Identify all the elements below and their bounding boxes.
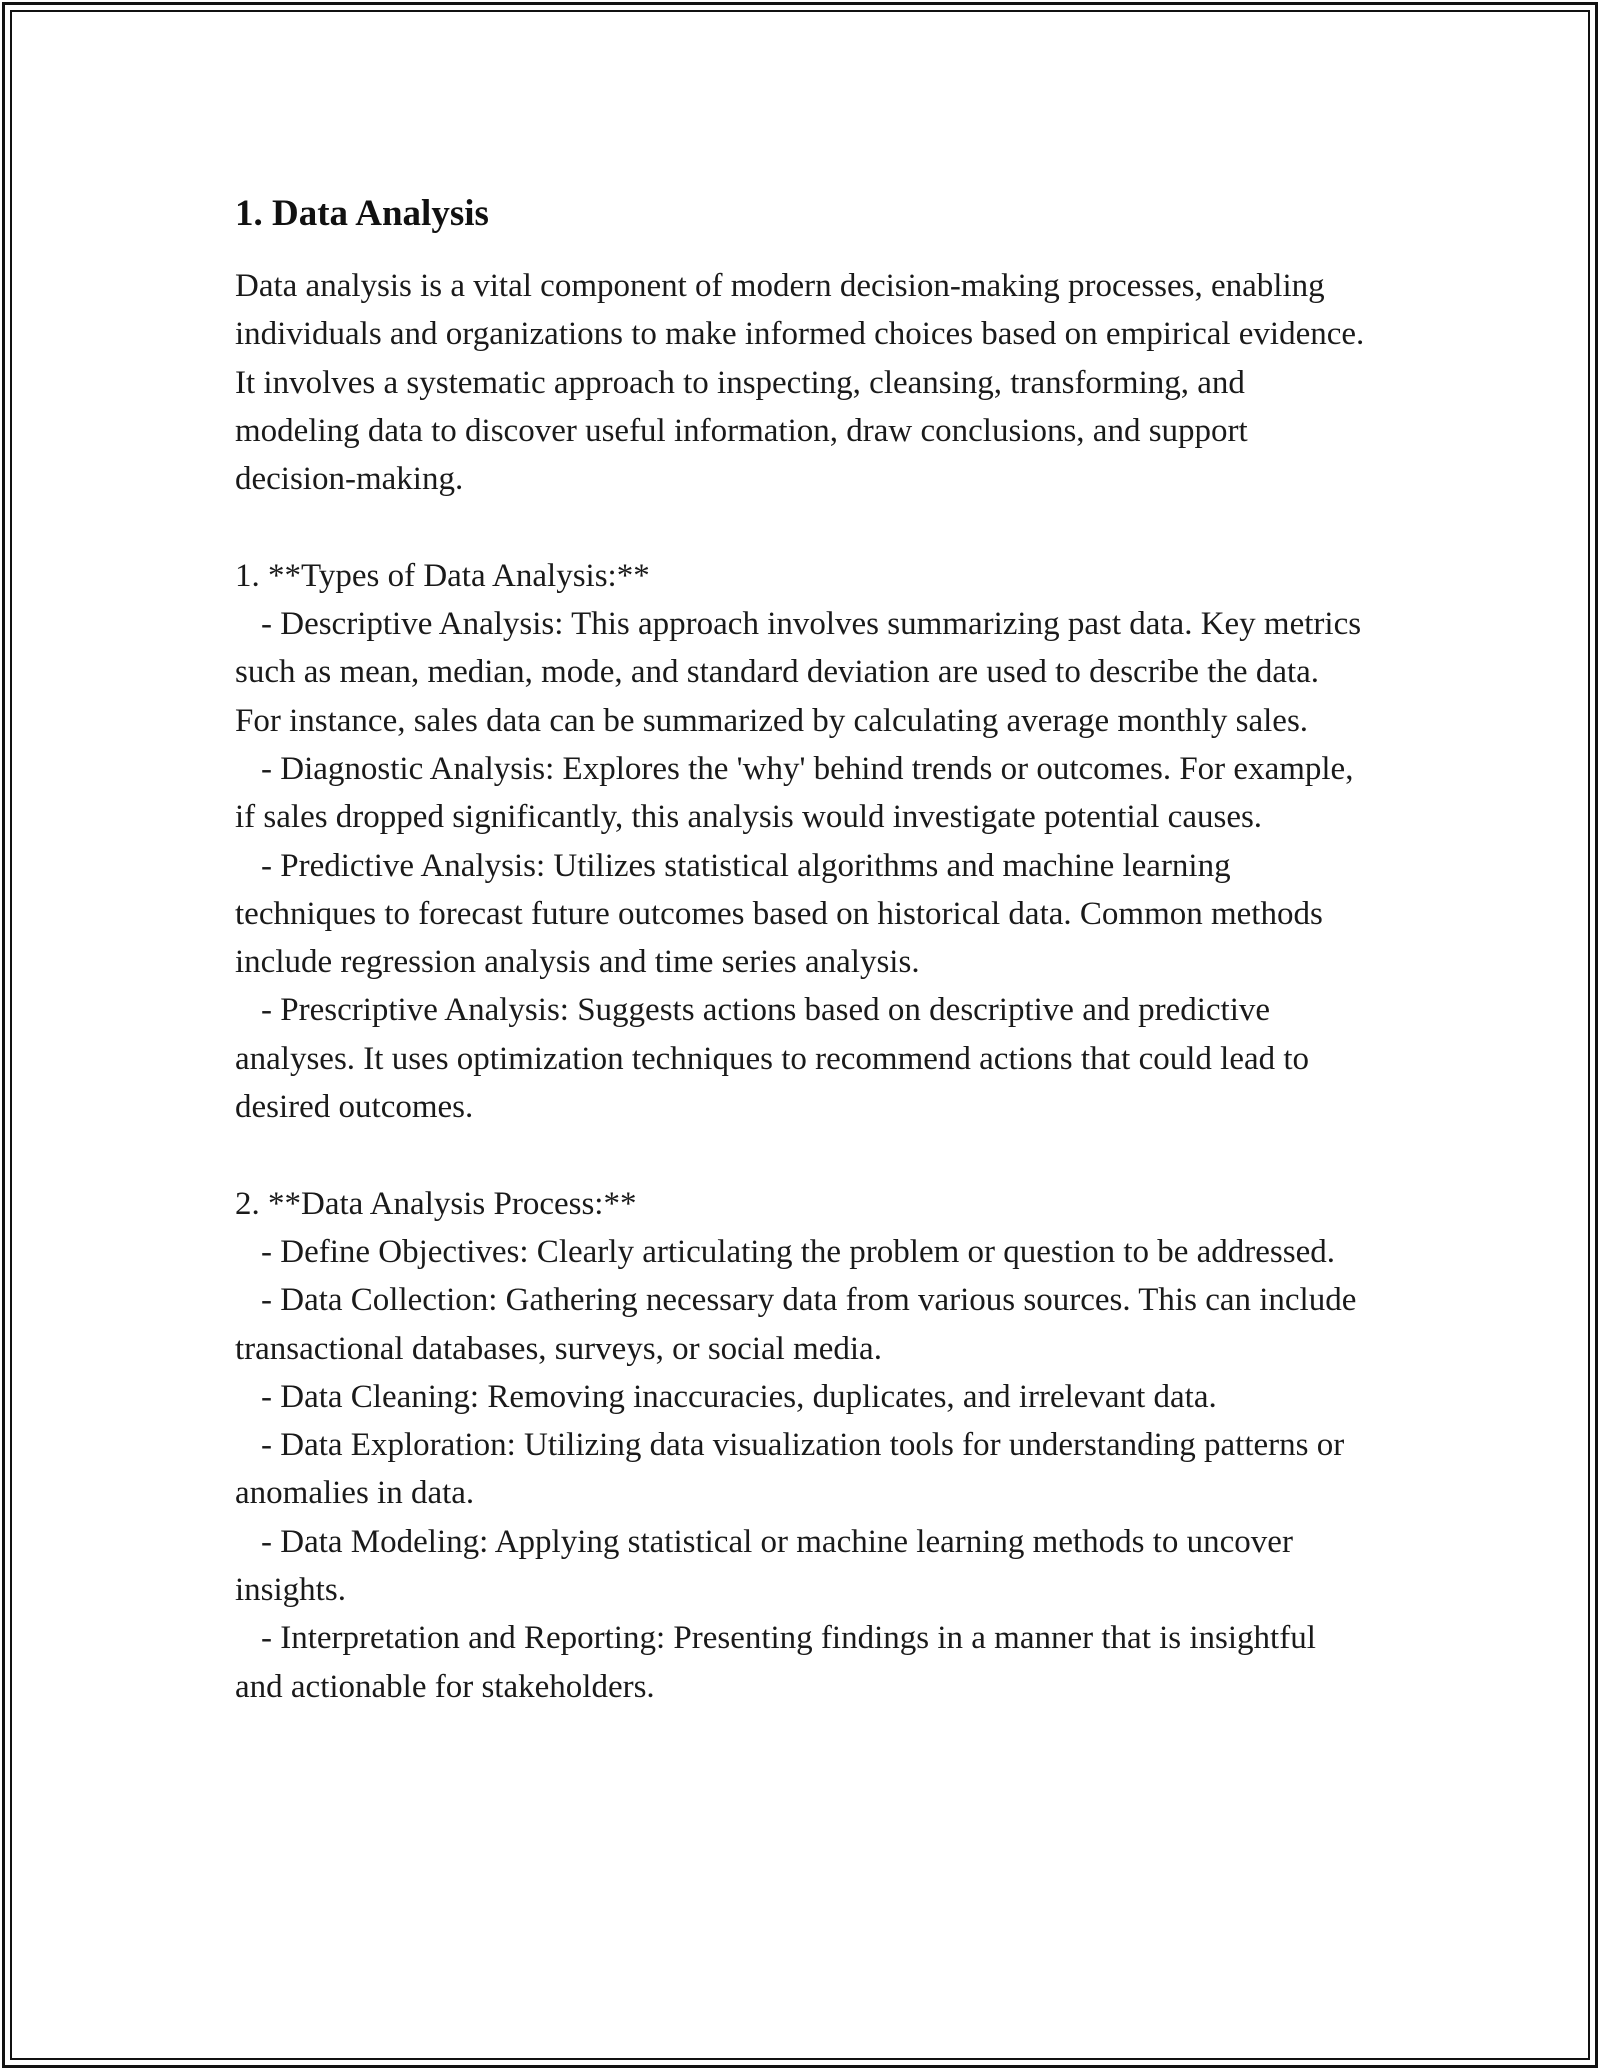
document-title: 1. Data Analysis	[235, 193, 489, 234]
section-heading: 2. **Data Analysis Process:**	[235, 1185, 637, 1222]
section-spacer	[235, 1131, 1370, 1179]
list-item: - Diagnostic Analysis: Explores the 'why' behind trends or outcomes. For example, if sales dropped significantly, this analysis would investigate potential causes.	[235, 750, 1354, 836]
list-item: - Predictive Analysis: Utilizes statistical algorithms and machine learning techniques to forecast future outcomes based on historical data. Common methods include regression analysis and time series analysis.	[235, 847, 1323, 981]
intro-paragraph: Data analysis is a vital component of modern decision-making processes, enabling individuals and organizations to make informed choices based on empirical evidence. It involves a systematic approach to inspecting, cleansing, transforming, and modeling data to discover useful information, draw conclusions, and support decision-making.	[235, 268, 1365, 498]
list-item: - Define Objectives: Clearly articulating the problem or question to be addressed.	[261, 1233, 1335, 1270]
section-process	[235, 1180, 1370, 1711]
list-item: - Interpretation and Reporting: Presenting findings in a manner that is insightful and actionable for stakeholders.	[235, 1620, 1316, 1705]
document-body	[235, 186, 1370, 1711]
list-item: - Data Cleaning: Removing inaccuracies, duplicates, and irrelevant data.	[261, 1378, 1217, 1415]
section-spacer	[235, 503, 1370, 551]
list-item: - Data Collection: Gathering necessary data from various sources. This can include transactional databases, surveys, or social media.	[235, 1282, 1357, 1367]
list-item: - Data Modeling: Applying statistical or machine learning methods to uncover insights.	[235, 1523, 1293, 1609]
list-item: - Data Exploration: Utilizing data visualization tools for understanding patterns or anomalies in data.	[235, 1427, 1345, 1512]
section-types	[235, 552, 1370, 1132]
list-item: - Descriptive Analysis: This approach involves summarizing past data. Key metrics such as mean, median, mode, and standard deviation are used to describe the data. For instance, sales data can be summarized by calculating average monthly sales.	[235, 606, 1362, 739]
list-item: - Prescriptive Analysis: Suggests actions based on descriptive and predictive analyses. It uses optimization techniques to recommend actions that could lead to desired outcomes.	[235, 992, 1310, 1126]
section-heading: 1. **Types of Data Analysis:**	[235, 557, 650, 594]
